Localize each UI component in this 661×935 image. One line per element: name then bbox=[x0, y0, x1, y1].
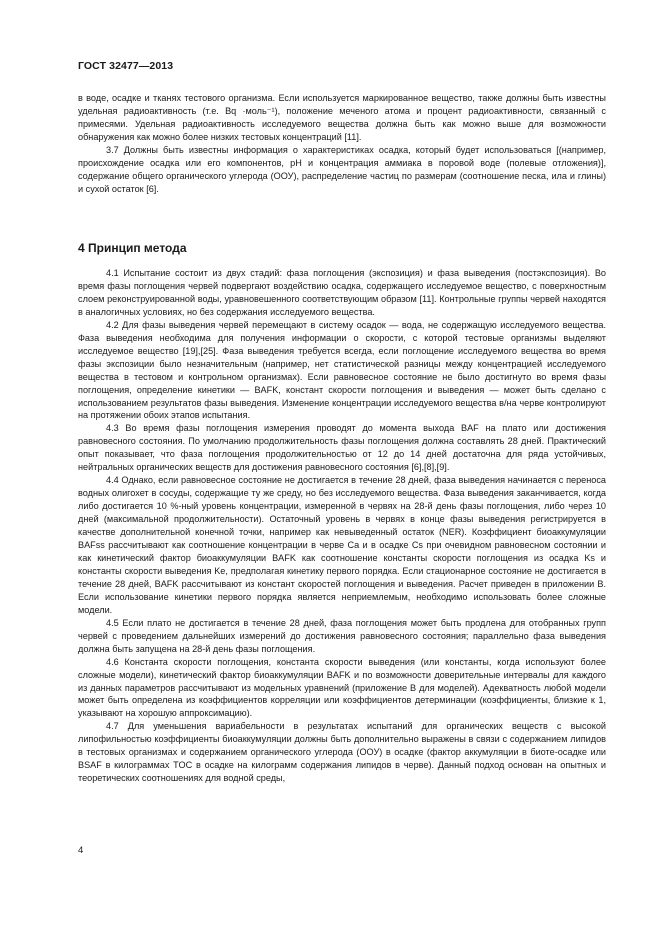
paragraph-4-2: 4.2 Для фазы выведения червей перемещают в систему осадок — вода, не содержащую исследуемого вещества. Фаза выведения необходима для получения информации о скорости, с которой тестовые организмы выделяют исследуемое вещество [19],[25]. Фаза выведения требуется всегда, если поглощение исследуемого вещества во время фазы экспозиции было незначительным (например, нет статистической разницы между концентрацией исследуемого вещества в тестовом и контрольном организмах). Если равновесное состояние не было достигнуто во время фазы поглощения, определение кинетики — BAFK, констант скорости поглощения и выведения — может быть сделано с использованием результатов фазы выведения. Изменение концентрации исследуемого вещества в/на черве контролируют на протяжении обоих этапов испытания. bbox=[78, 319, 606, 421]
paragraph-4-1: 4.1 Испытание состоит из двух стадий: фаза поглощения (экспозиция) и фаза выведения (постэкспозиция). Во время фазы поглощения червей подвергают воздействию осадка, содержащего исследуемое вещество, с поверхностным слоем реконструированной воды, уравновешенного соответствующим образом [11]. Контрольные группы червей находятся в аналогичных условиях, но без содержания исследуемого вещества. bbox=[78, 268, 606, 317]
paragraph-4-6: 4.6 Константа скорости поглощения, константа скорости выведения (или константы, когда используют более сложные модели), кинетический фактор биоаккумуляции BAFK и по возможности доверительные интервалы для каждого из данных параметров рассчитывают из модельных уравнений (приложение В для моделей). Адекватность любой модели может быть определена из коэффициентов корреляции или коэффициентов детерминации (коэффициенты, близкие к 1, указывают на хорошую аппроксимацию). bbox=[78, 656, 606, 719]
intro-block bbox=[78, 92, 606, 196]
section-body bbox=[78, 267, 606, 785]
page-number: 4 bbox=[78, 845, 84, 856]
document-header: ГОСТ 32477—2013 bbox=[78, 60, 174, 72]
paragraph-continuation: в воде, осадке и тканях тестового организма. Если используется маркированное вещество, также должны быть известны удельная радиоактивность (т.е. Bq ·моль⁻¹), положение меченого атома и процент радиоактивности, связанный с примесями. Удельная радиоактивность исследуемого вещества должна быть как можно выше для возможности обнаружения как можно более низких тестовых концентраций [11]. bbox=[78, 93, 606, 142]
paragraph-3-7: 3.7 Должны быть известны информация о характеристиках осадка, который будет использоваться [(например, происхождение осадка или его компонентов, pH и концентрация аммиака в поровой воде (полевые отложения)], содержание общего органического углерода (ООУ), распределение частиц по размерам (соотношение песка, ила и глины) и сухой остаток [6]. bbox=[78, 144, 606, 194]
paragraph-4-5: 4.5 Если плато не достигается в течение 28 дней, фаза поглощения может быть продлена для отобранных групп червей с проведением дальнейших измерений до достижения равновесного состояния; параллельно фаза выведения должна быть запущена на 28-й день фазы поглощения. bbox=[78, 617, 606, 654]
section-title: 4 Принцип метода bbox=[78, 241, 187, 255]
paragraph-4-7: 4.7 Для уменьшения вариабельности в результатах испытаний для органических веществ с высокой липофильностью коэффициенты биоаккумуляции должны быть дополнительно выражены в связи с содержанием липидов в тестовых организмах и содержанием органического углерода (ООУ) в осадке (фактор аккумуляции в биоте-осадке или BSAF в килограммах TOC в осадке на килограмм содержания липидов в черве). Данный подход основан на опытных и теоретических соотношениях для водной среды, bbox=[78, 721, 606, 784]
paragraph-4-3: 4.3 Во время фазы поглощения измерения проводят до момента выхода BAF на плато или достижения равновесного состояния. По умолчанию продолжительность фазы поглощения должна составлять 28 дней. Практический опыт показывает, что фаза поглощения продолжительностью от 12 до 14 дней достаточна для ряда устойчивых, нейтральных органических веществ для достижения равновесного состояния [6],[8],[9]. bbox=[78, 423, 606, 473]
paragraph-4-4: 4.4 Однако, если равновесное состояние не достигается в течение 28 дней, фаза выведения начинается с переноса водных олигохет в сосуды, содержащие ту же среду, но без исследуемого вещества. Фаза выведения заканчивается, когда либо достигается 10 %-ный уровень концентрации, измеренной в червях на 28-й день фазы поглощения, либо через 10 дней (максимальной продолжительности). Остаточный уровень в червях в конце фазы выведения регистрируется в качестве дополнительной конечной точки, например как невыведенный остаток (NER). Коэффициент биоаккумуляции BAFss рассчитывают как соотношение концентрации в черве Ca и в осадке Cs при очевидном равновесном состоянии и как кинетический фактор биоаккумуляции BAFK как соотношение константы скорости поглощения из осадка Ks и константы скорости выведения Ke, предполагая кинетику первого порядка. Если стационарное состояние не достигается в течение 28 дней, BAFK рассчитывают из констант скоростей поглощения и выведения. Расчет приведен в приложении В. Если использование кинетики первого порядка является неприемлемым, необходимо использовать более сложные модели. bbox=[78, 475, 606, 615]
